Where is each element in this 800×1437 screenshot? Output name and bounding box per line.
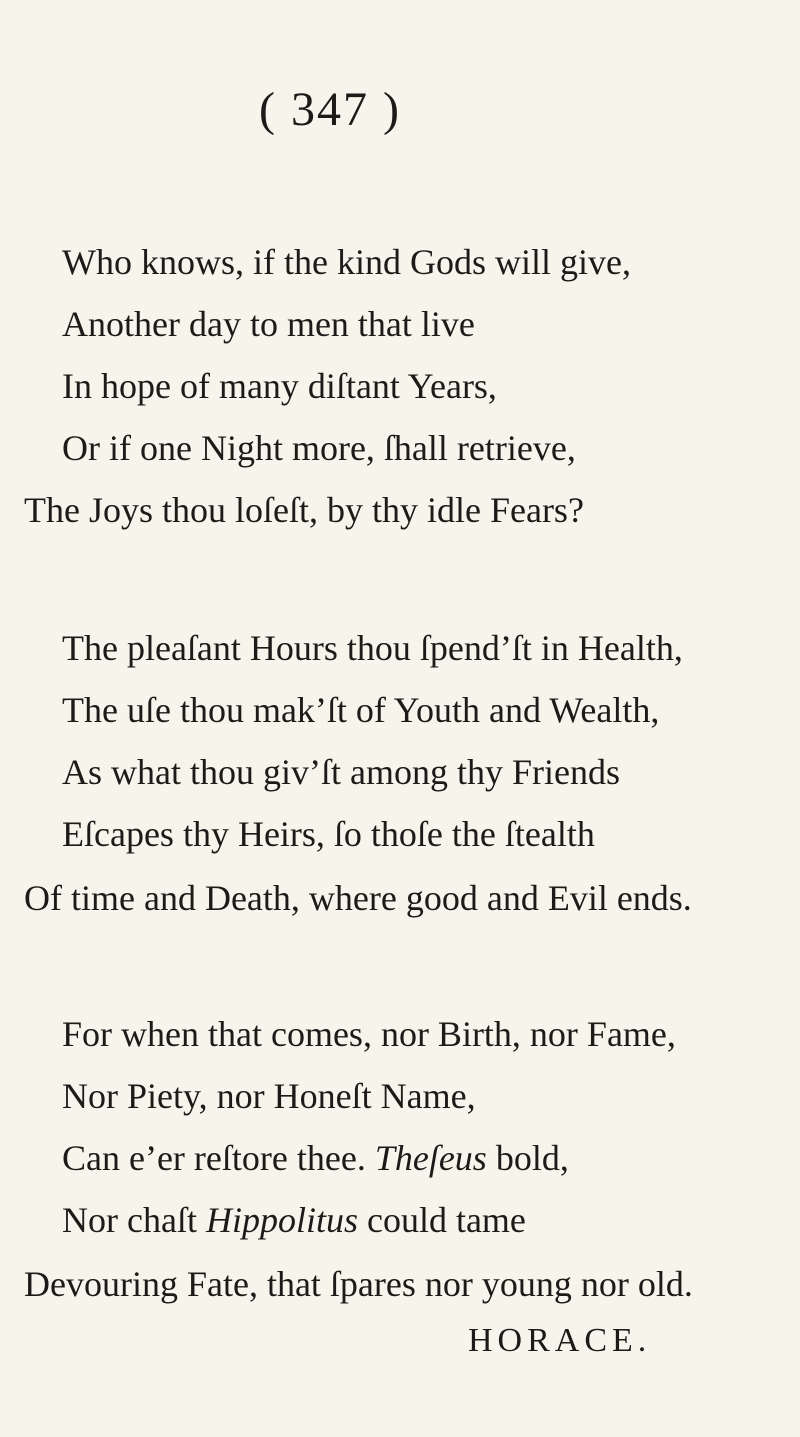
verse-line: Nor Piety, nor Honeſt Name,: [62, 1076, 476, 1116]
verse-text: could tame: [366, 1200, 526, 1240]
verse-italic-name: Hippolitus: [205, 1200, 358, 1240]
verse-text: Nor chaſt: [62, 1200, 197, 1240]
verse-line: As what thou giv’ſt among thy Friends: [62, 752, 620, 792]
verse-line: Of time and Death, where good and Evil ends.: [24, 878, 692, 918]
verse-text: Can e’er reſtore thee.: [62, 1138, 366, 1178]
verse-line: The Joys thou loſeſt, by thy idle Fears?: [24, 490, 584, 530]
verse-text: bold,: [495, 1138, 569, 1178]
page-number: ( 347 ): [259, 83, 401, 136]
author-signature: HORACE.: [468, 1322, 652, 1359]
verse-line: For when that comes, nor Birth, nor Fame,: [62, 1014, 676, 1054]
verse-line: Who knows, if the kind Gods will give,: [62, 242, 631, 282]
verse-line: The pleaſant Hours thou ſpend’ſt in Health,: [62, 628, 683, 668]
verse-italic-name: Theſeus: [374, 1138, 487, 1178]
verse-line: Devouring Fate, that ſpares nor young nor old.: [24, 1264, 693, 1304]
verse-line: Or if one Night more, ſhall retrieve,: [62, 428, 576, 468]
verse-line: Eſcapes thy Heirs, ſo thoſe the ſtealth: [62, 814, 595, 854]
verse-line: The uſe thou mak’ſt of Youth and Wealth,: [62, 690, 660, 730]
verse-line: [62, 1198, 526, 1242]
verse-line: Another day to men that live: [62, 304, 475, 344]
verse-line: In hope of many diſtant Years,: [62, 366, 497, 406]
verse-line: [62, 1136, 569, 1180]
